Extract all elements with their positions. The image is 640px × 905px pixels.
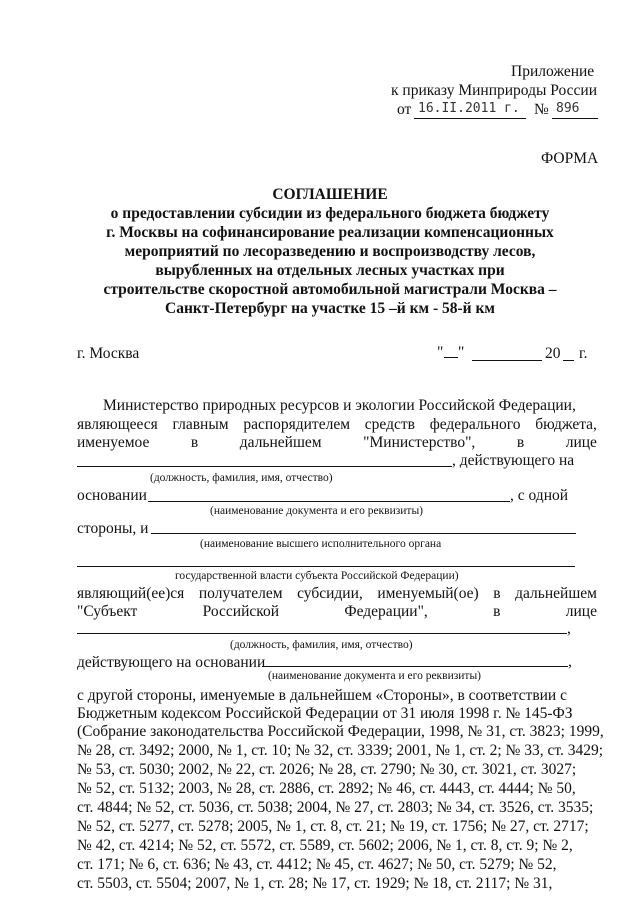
- word: средств: [364, 416, 415, 433]
- word: "Субъект: [77, 603, 138, 620]
- paragraph-line: № 52, ст. 5132; 2003, № 28, ст. 2886, ст. 2892; № 46, ст. 4443, ст. 4444; № 50,: [77, 780, 576, 797]
- agreement-subtitle-line: вырубленных на отдельных лесных участках при: [155, 262, 505, 279]
- word: федерального: [429, 416, 521, 433]
- one-side-label: , с одной: [510, 487, 569, 504]
- date-day-blank: [444, 357, 458, 358]
- order-number-underline: [552, 118, 598, 119]
- paragraph-line: ст. 5503, ст. 5504; 2007, № 1, ст. 28; № 17, ст. 1929; № 18, ст. 2117; № 31,: [77, 875, 553, 892]
- word: в: [516, 434, 525, 451]
- basis-document-blank: [148, 501, 510, 502]
- paragraph-line: ст. 171; № 6, ст. 636; № 43, ст. 4412; № 45, ст. 4627; № 50, ст. 5279; № 52,: [77, 856, 557, 873]
- date-year-blank: [563, 360, 574, 361]
- date-year-prefix: 20: [545, 345, 561, 362]
- word: лице: [565, 603, 597, 620]
- word: дальнейшем: [515, 585, 597, 602]
- place-of-signing: г. Москва: [77, 345, 140, 362]
- word: являющий(ее)ся: [77, 585, 185, 602]
- word: в: [493, 585, 501, 602]
- executive-body-blank: [151, 533, 576, 534]
- appendix-label: Приложение: [511, 63, 595, 80]
- paragraph-line: № 53, ст. 5030; 2002, № 22, ст. 2026; № 28, ст. 2790; № 30, ст. 3021, ст. 3027;: [77, 761, 577, 778]
- acting-basis-label: действующего на основании: [77, 654, 266, 671]
- agreement-title: СОГЛАШЕНИЕ: [272, 186, 388, 203]
- order-from-label: от: [397, 101, 412, 118]
- order-date: 16.II.2011 г.: [418, 101, 520, 116]
- date-year-suffix: г.: [579, 345, 588, 362]
- agreement-subtitle-line: строительстве скоростной автомобильной магистрали Москва –: [103, 281, 557, 298]
- date-quote-open: ": [437, 344, 444, 361]
- paragraph-line: ст. 4844; № 52, ст. 5036, ст. 5038; 2004, № 27, ст. 2803; № 34, ст. 3526, ст. 3535;: [77, 799, 594, 816]
- paragraph-line: № 52, ст. 5277, ст. 5278; 2005, № 1, ст. 8, ст. 21; № 19, ст. 1756; № 27, ст. 2717;: [77, 818, 589, 835]
- representative-blank: [77, 466, 452, 467]
- word: распорядителем: [243, 416, 351, 433]
- side-and-label: стороны, и: [77, 520, 149, 537]
- paragraph-line: Министерство природных ресурсов и экологии Российской Федерации,: [103, 397, 576, 414]
- paragraph-justified-line: [77, 416, 597, 434]
- word: субсидии,: [297, 585, 363, 602]
- comma: ,: [567, 620, 571, 637]
- agreement-subtitle-line: о предоставлении субсидии из федерального бюджета бюджету: [110, 205, 550, 222]
- caption-state-power: государственной власти субъекта Российской Федерации): [175, 570, 459, 582]
- representative-blank-2: [77, 633, 567, 634]
- agreement-subtitle-line: г. Москвы на софинансирование реализации компенсационных: [106, 224, 554, 241]
- word: Российской: [202, 603, 280, 620]
- word: лице: [565, 434, 597, 451]
- agreement-subtitle-line: Санкт-Петербург на участке 15 –й км - 58-й км: [165, 300, 495, 317]
- word: главным: [172, 416, 229, 433]
- date-quote-close: ": [458, 344, 465, 361]
- comma-2: ,: [568, 653, 572, 670]
- paragraph-line: Бюджетным кодексом Российской Федерации от 31 июля 1998 г. № 145-ФЗ: [77, 705, 573, 722]
- executive-body-blank-2: [77, 566, 575, 567]
- paragraph-line: (Собрание законодательства Российской Федерации, 1998, № 31, ст. 3823; 1999,: [77, 723, 604, 740]
- word: дальнейшем: [239, 434, 322, 451]
- order-reference: к приказу Минприроды России: [391, 82, 598, 99]
- word: в: [190, 434, 199, 451]
- word: именуемый(ое): [377, 585, 479, 602]
- caption-position: (должность, фамилия, имя, отчество): [150, 472, 333, 484]
- caption-position-2: (должность, фамилия, имя, отчество): [230, 639, 413, 651]
- word: в: [493, 603, 501, 620]
- paragraph-line: № 28, ст. 3492; 2000, № 1, ст. 10; № 32, ст. 3339; 2001, № 1, ст. 2; № 33, ст. 3429;: [77, 742, 604, 759]
- basis-label: основании: [77, 487, 147, 504]
- caption-executive: (наименование высшего исполнительного органа: [200, 538, 442, 550]
- word: Федерации",: [344, 603, 428, 620]
- form-label: ФОРМА: [541, 150, 599, 167]
- paragraph-line: с другой стороны, именуемые в дальнейшем «Стороны», в соответствии с: [77, 687, 567, 704]
- word: именуемое: [77, 434, 150, 451]
- acting-label: , действующего на: [452, 452, 575, 469]
- caption-document-2: (наименование документа и его реквизиты): [268, 670, 481, 682]
- agreement-subtitle-line: мероприятий по лесоразведению и воспроизводству лесов,: [124, 243, 536, 260]
- paragraph-justified-line: [77, 434, 597, 452]
- order-date-underline: [414, 118, 526, 119]
- paragraph-line: № 42, ст. 4214; № 52, ст. 5572, ст. 5589, ст. 5602; 2006, № 1, ст. 8, ст. 9; № 2,: [77, 837, 573, 854]
- word: являющееся: [77, 416, 158, 433]
- order-number-label: №: [534, 101, 549, 118]
- word: получателем: [198, 585, 283, 602]
- word: "Министерство",: [363, 434, 476, 451]
- order-number: 896: [556, 101, 580, 116]
- word: бюджета,: [535, 416, 597, 433]
- caption-document: (наименование документа и его реквизиты): [210, 505, 423, 517]
- date-month-blank: [472, 360, 542, 361]
- paragraph-justified-line: [77, 585, 597, 603]
- basis-document-blank-2: [262, 666, 568, 667]
- paragraph-justified-line: [77, 603, 597, 621]
